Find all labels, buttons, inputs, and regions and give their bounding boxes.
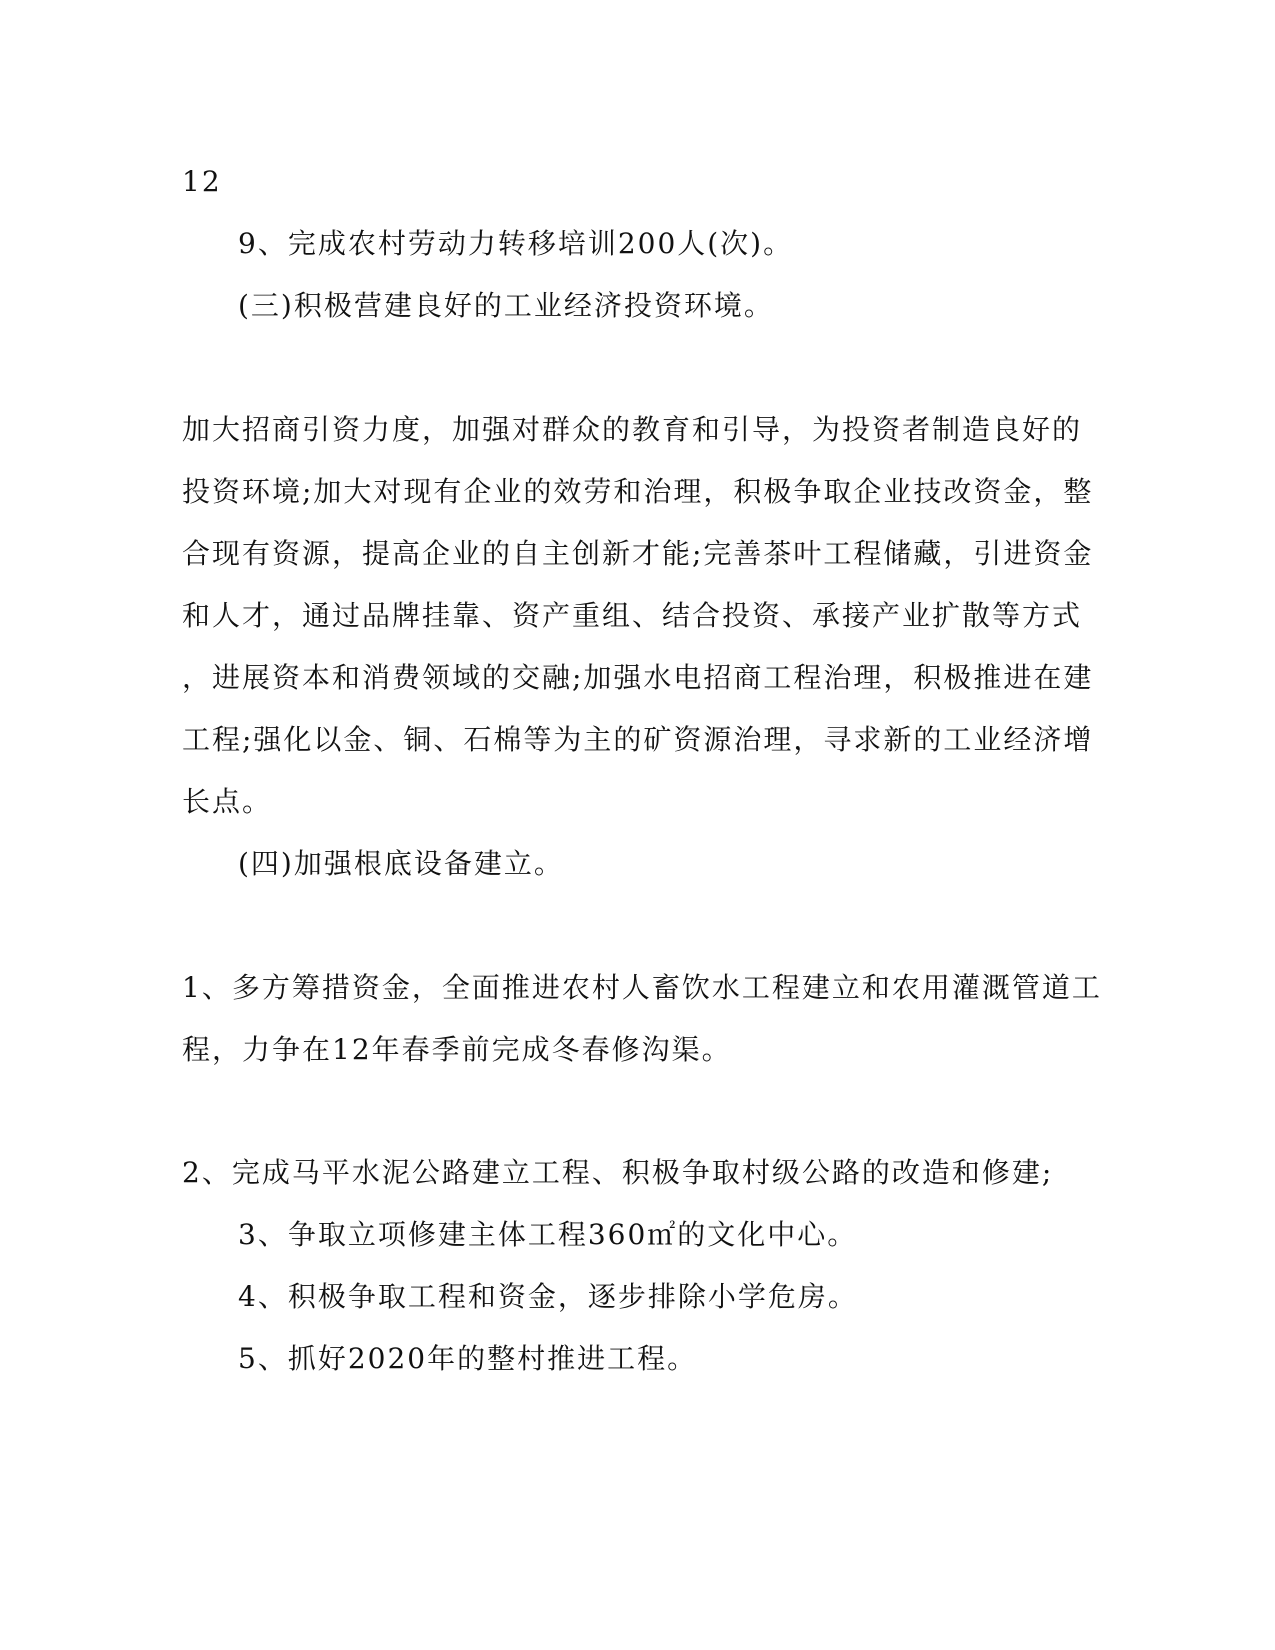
section-4-heading: (四)加强根底设备建立。 bbox=[238, 847, 564, 880]
item-3: 3、争取立项修建主体工程360㎡的文化中心。 bbox=[238, 1218, 858, 1251]
page-number: 12 bbox=[182, 165, 222, 198]
item-1-line: 程，力争在12年春季前完成冬春修沟渠。 bbox=[182, 1033, 732, 1066]
item-9-training: 9、完成农村劳动力转移培训200人(次)。 bbox=[238, 227, 794, 260]
item-1-line: 1、多方筹措资金，全面推进农村人畜饮水工程建立和农用灌溉管道工 bbox=[182, 971, 1102, 1004]
body-paragraph-line: ，进展资本和消费领域的交融;加强水电招商工程治理，积极推进在建 bbox=[182, 661, 1094, 694]
body-paragraph-line: 加大招商引资力度，加强对群众的教育和引导，为投资者制造良好的 bbox=[182, 413, 1083, 446]
body-paragraph-line: 投资环境;加大对现有企业的效劳和治理，积极争取企业技改资金，整 bbox=[182, 475, 1094, 508]
body-paragraph-line: 长点。 bbox=[182, 785, 273, 818]
body-paragraph-line: 工程;强化以金、铜、石棉等为主的矿资源治理，寻求新的工业经济增 bbox=[182, 723, 1094, 756]
item-2: 2、完成马平水泥公路建立工程、积极争取村级公路的改造和修建; bbox=[182, 1156, 1054, 1189]
item-5: 5、抓好2020年的整村推进工程。 bbox=[238, 1342, 698, 1375]
item-4: 4、积极争取工程和资金，逐步排除小学危房。 bbox=[238, 1280, 858, 1313]
body-paragraph-line: 和人才，通过品牌挂靠、资产重组、结合投资、承接产业扩散等方式 bbox=[182, 599, 1083, 632]
section-3-heading: (三)积极营建良好的工业经济投资环境。 bbox=[238, 289, 774, 322]
body-paragraph-line: 合现有资源，提高企业的自主创新才能;完善茶叶工程储藏，引进资金 bbox=[182, 537, 1094, 570]
